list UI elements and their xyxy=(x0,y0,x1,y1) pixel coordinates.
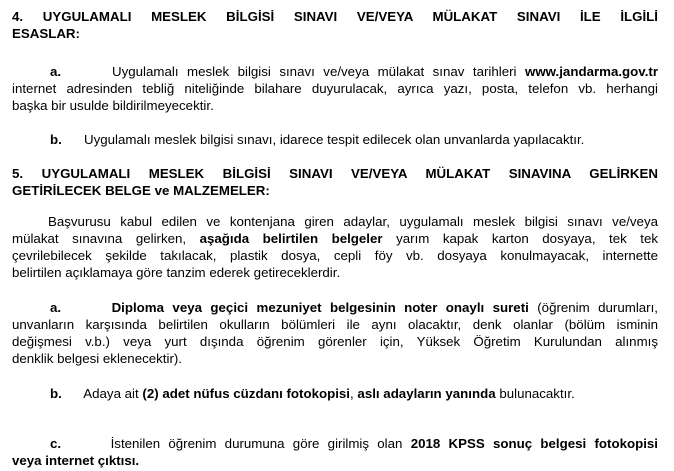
section-4-heading-line-2: ESASLAR: xyxy=(12,26,80,41)
item-letter: a. xyxy=(50,300,62,315)
item-letter: a. xyxy=(50,64,62,79)
item-bold: aslı adayların yanında xyxy=(357,386,496,401)
item-bold: (2) adet nüfus cüzdanı fotokopisi xyxy=(142,386,351,401)
intro-bold: aşağıda belirtilen belgeler xyxy=(199,231,383,246)
section-4-item-b xyxy=(50,131,658,148)
section-4-item-a-line-3: başka bir usulde bildirilmeyecektir. xyxy=(12,98,214,113)
section-4-item-a-line-1 xyxy=(50,63,658,80)
item-text: Uygulamalı meslek bilgisi sınavı ve/veya mülakat sınav tarihleri xyxy=(112,64,517,79)
item-bold: 2018 KPSS sonuç belgesi fotokopisi xyxy=(410,436,658,451)
item-text: Uygulamalı meslek bilgisi sınavı, idarece tespit edilecek olan unvanlarda yapılacaktır. xyxy=(84,132,585,147)
section-5-intro-line-4: belirtilen açıklamaya göre tanzim ederek getireceklerdir. xyxy=(12,265,341,280)
jandarma-url[interactable]: www.jandarma.gov.tr xyxy=(525,64,658,79)
section-5-heading-line-2: GETİRİLECEK BELGE ve MALZEMELER: xyxy=(12,183,270,198)
section-5-intro-line-2 xyxy=(12,230,658,247)
intro-text: mülakat sınavına gelirken, xyxy=(12,231,187,246)
item-text: Adaya ait xyxy=(83,386,139,401)
section-5-item-c-line-1 xyxy=(50,435,658,452)
section-5-item-a-line-3: değişmesi v.b.) veya yurt dışında öğrenim görenler için, Yüksek Öğretim Kurulundan alınmış xyxy=(12,334,658,349)
item-text: (öğrenim durumları, xyxy=(537,300,658,315)
item-letter: b. xyxy=(50,132,62,147)
item-comma: , xyxy=(350,386,354,401)
item-bold: Diploma veya geçici mezuniyet belgesinin noter onaylı sureti xyxy=(111,300,529,315)
item-text: İstenilen öğrenim durumuna göre girilmiş olan xyxy=(110,436,403,451)
intro-text: yarım kapak karton dosyaya, tek tek xyxy=(396,231,658,246)
item-letter: b. xyxy=(50,386,62,401)
section-5-item-c-line-2: veya internet çıktısı. xyxy=(12,453,140,468)
section-5-intro-line-3: çevrilebilecek şekilde takılacak, plastik dosya, cepli föy vb. dosyaya konulmayacak, internette xyxy=(12,248,658,263)
section-5-item-b xyxy=(50,385,658,402)
section-5-item-a-line-2: unvanların karşısında belirtilen okulların bölümleri ile aynı olacaktır, denk olanlar (bölüm isminin xyxy=(12,317,658,332)
item-letter: c. xyxy=(50,436,62,451)
section-4-heading-line-1: 4. UYGULAMALI MESLEK BİLGİSİ SINAVI VE/VEYA MÜLAKAT SINAVI İLE İLGİLİ xyxy=(12,9,658,24)
section-5-intro-line-1: Başvurusu kabul edilen ve kontenjana giren adaylar, uygulamalı meslek bilgisi sınavı ve/veya xyxy=(48,214,658,229)
section-5-heading-line-1: 5. UYGULAMALI MESLEK BİLGİSİ SINAVI VE/VEYA MÜLAKAT SINAVINA GELİRKEN xyxy=(12,166,658,181)
section-5-item-a-line-1 xyxy=(50,299,658,316)
item-text: bulunacaktır. xyxy=(499,386,575,401)
section-5-item-a-line-4: denklik belgesi eklenecektir). xyxy=(12,351,182,366)
section-4-item-a-line-2: internet adresinden tebliğ niteliğinde bilahare duyurulacak, ayrıca yazı, posta, telefon vb. herhangi xyxy=(12,81,658,96)
